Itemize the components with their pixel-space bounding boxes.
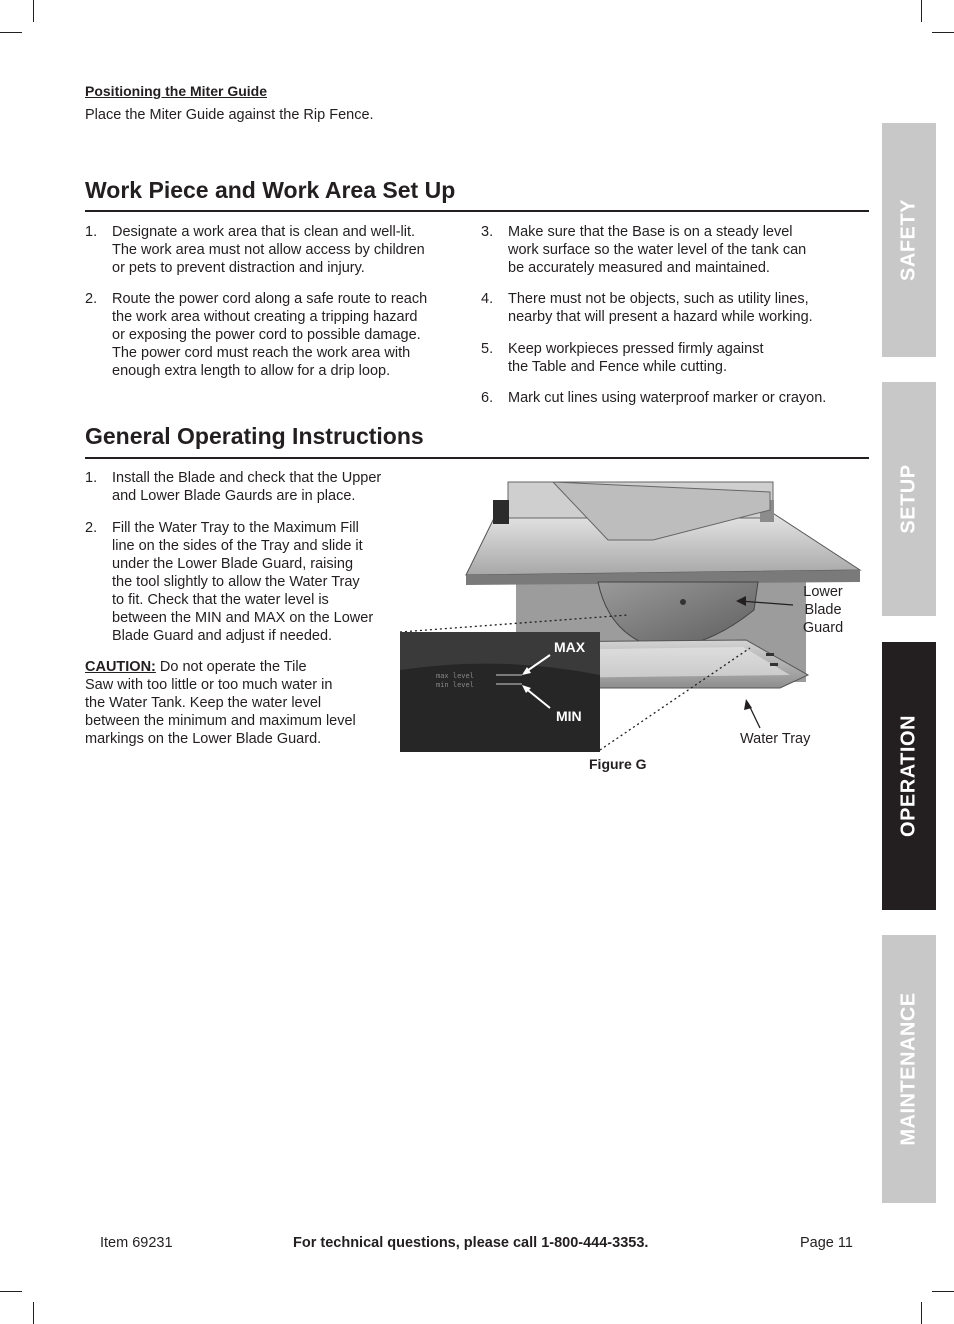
crop-mark — [33, 0, 34, 22]
footer-item-number: Item 69231 — [100, 1235, 173, 1251]
crop-mark — [0, 1291, 22, 1292]
figure-caption: Figure G — [589, 756, 647, 772]
general-heading: General Operating Instructions — [85, 423, 424, 449]
max-marking-text: max level — [436, 672, 474, 680]
crop-mark — [921, 1302, 922, 1324]
tab-operation[interactable]: OPERATION — [882, 642, 936, 910]
crop-mark — [932, 32, 954, 33]
max-label: MAX — [554, 639, 586, 655]
footer-tech-support: For technical questions, please call 1-800-444-3353. — [293, 1235, 649, 1251]
miter-guide-text: Place the Miter Guide against the Rip Fence. — [85, 107, 374, 123]
crop-mark — [932, 1291, 954, 1292]
crop-mark — [33, 1302, 34, 1324]
lower-blade-guard-label: Lower Blade Guard — [802, 584, 844, 636]
work-area-heading: Work Piece and Work Area Set Up — [85, 177, 456, 203]
tab-setup[interactable]: SETUP — [882, 382, 936, 616]
caution-text: CAUTION: Do not operate the Tile Saw with too little or too much water in the Water Tank. Keep the water level between the minimum and maximum level markings on the Lower Blade Guard. — [85, 659, 356, 747]
tab-maintenance[interactable]: MAINTENANCE — [882, 935, 936, 1203]
crop-mark — [921, 0, 922, 22]
miter-guide-heading: Positioning the Miter Guide — [85, 83, 267, 99]
min-marking-text: min level — [436, 681, 474, 689]
crop-mark — [0, 32, 22, 33]
footer-page-number: Page 11 — [800, 1235, 853, 1251]
caution-label: CAUTION: — [85, 659, 156, 675]
section-rule — [85, 210, 869, 212]
tab-safety[interactable]: SAFETY — [882, 123, 936, 357]
min-label: MIN — [556, 708, 582, 724]
water-tray-label: Water Tray — [740, 731, 811, 747]
fence-knob — [493, 500, 509, 524]
section-rule — [85, 457, 869, 459]
